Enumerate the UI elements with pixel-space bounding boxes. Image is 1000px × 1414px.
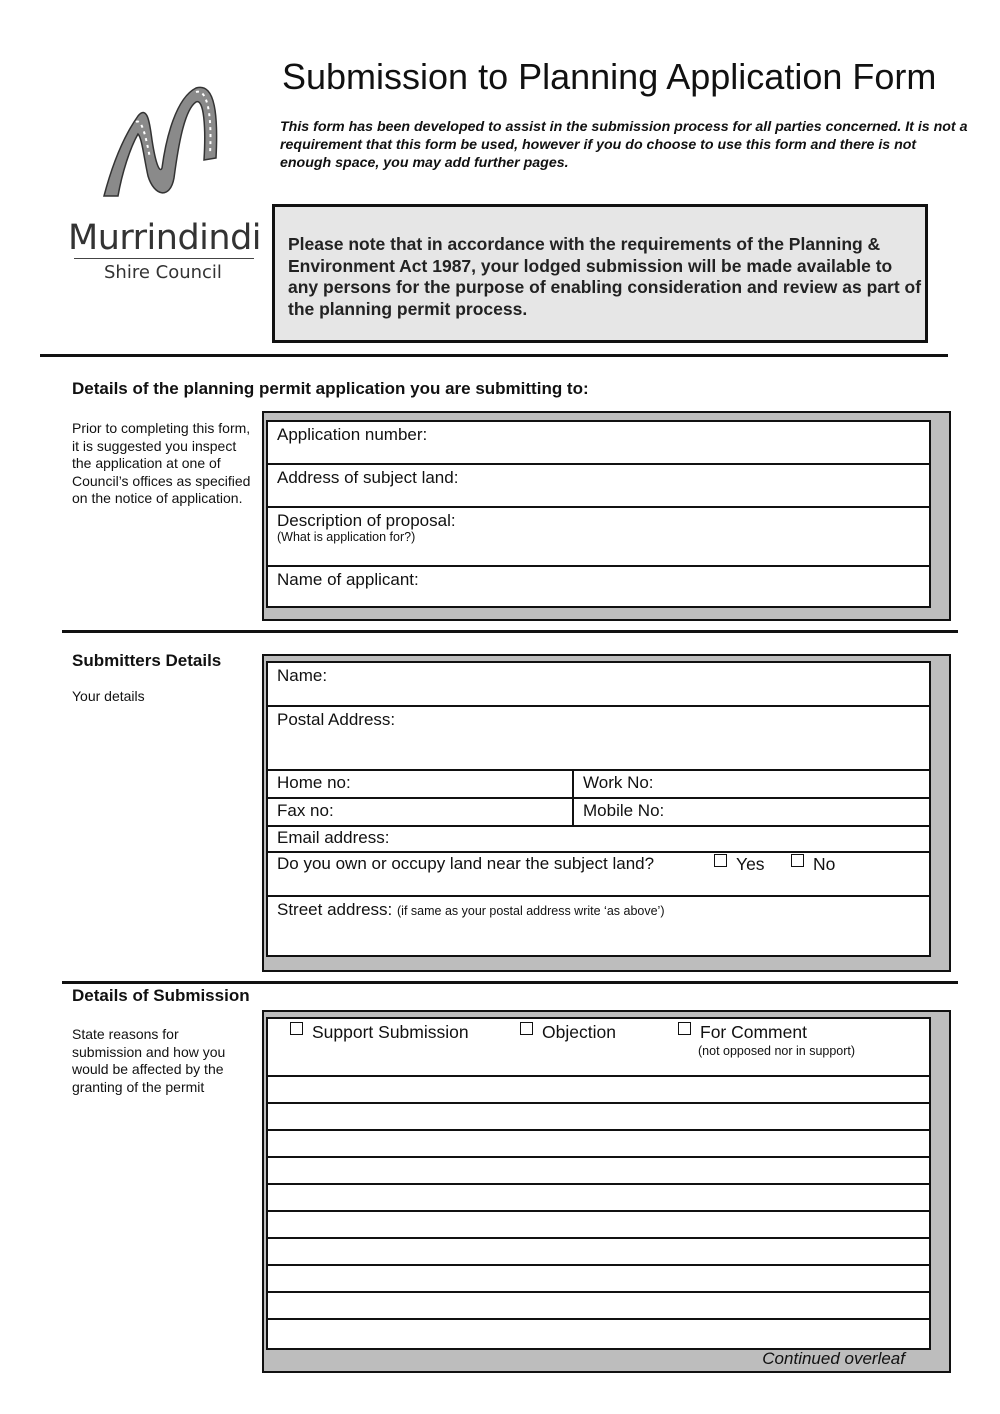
- submission-side-note: State reasons for submission and how you would be affected by the granting of the permit: [72, 1026, 226, 1095]
- continued-overleaf-note: Continued overleaf: [762, 1349, 905, 1368]
- intro-text: This form has been developed to assist in the submission process for all parties concerned. It is not a requirement that this form be used, however if you do choose to use this form and there is not enough space, you may add further pages.: [280, 119, 968, 171]
- comment-checkbox[interactable]: [678, 1022, 807, 1043]
- land-ownership-row: [268, 853, 929, 897]
- fax-number-label: Fax no:: [277, 801, 334, 820]
- submitter-side-note: Your details: [72, 688, 145, 704]
- support-checkbox[interactable]: [290, 1022, 469, 1043]
- application-panel: [262, 411, 951, 621]
- submission-line[interactable]: [268, 1158, 929, 1185]
- yes-label: Yes: [736, 854, 765, 874]
- street-address-field[interactable]: [268, 897, 929, 955]
- applicant-name-field[interactable]: [268, 567, 929, 606]
- no-label: No: [813, 854, 836, 874]
- submitter-name-field[interactable]: [268, 663, 929, 707]
- application-section-heading: Details of the planning permit application you are submitting to:: [72, 379, 589, 398]
- divider: [40, 354, 948, 357]
- submission-line[interactable]: [268, 1185, 929, 1212]
- submission-type-row: [268, 1019, 929, 1077]
- application-number-field[interactable]: [268, 422, 929, 465]
- logo-rule: [74, 258, 254, 259]
- submitter-name-label: Name:: [277, 666, 328, 685]
- home-number-label: Home no:: [277, 773, 351, 792]
- postal-address-label: Postal Address:: [277, 710, 396, 729]
- fax-mobile-row: [268, 799, 929, 827]
- phone-row: [268, 771, 929, 799]
- subject-address-field[interactable]: [268, 465, 929, 508]
- page-title: Submission to Planning Application Form: [282, 56, 937, 97]
- column-divider: [572, 771, 574, 797]
- submission-line[interactable]: [268, 1266, 929, 1293]
- proposal-description-label: Description of proposal:: [277, 511, 456, 530]
- logo-name: Murrindindi: [68, 218, 262, 258]
- submission-line[interactable]: [268, 1212, 929, 1239]
- support-label: Support Submission: [312, 1022, 469, 1042]
- email-field[interactable]: [268, 827, 929, 853]
- privacy-notice-text: Please note that in accordance with the requirements of the Planning & Environment Act 1987, your lodged submission will be made available to any persons for the purpose of enabling consideration and review as part of the planning permit process.: [288, 234, 922, 319]
- mobile-number-label: Mobile No:: [583, 801, 665, 820]
- submission-line[interactable]: [268, 1320, 929, 1348]
- submitter-section-heading: Submitters Details: [72, 651, 222, 670]
- privacy-notice-box: [272, 204, 928, 343]
- comment-hint: (not opposed nor in support): [698, 1044, 856, 1058]
- no-checkbox[interactable]: [791, 854, 835, 875]
- street-address-label: [277, 900, 665, 920]
- submission-line[interactable]: [268, 1239, 929, 1266]
- submission-line[interactable]: [268, 1293, 929, 1320]
- street-address-hint: (if same as your postal address write ‘as above’): [397, 904, 665, 918]
- submission-panel: [262, 1010, 951, 1373]
- yes-checkbox[interactable]: [714, 854, 765, 875]
- logo-subtitle: Shire Council: [104, 262, 222, 283]
- divider: [62, 981, 958, 984]
- submission-section-heading: Details of Submission: [72, 986, 250, 1005]
- land-ownership-question: Do you own or occupy land near the subject land?: [277, 854, 655, 873]
- application-side-note: Prior to completing this form, it is suggested you inspect the application at one of Council’s offices as specified on the notice of application.: [72, 420, 251, 506]
- submission-line[interactable]: [268, 1131, 929, 1158]
- objection-checkbox[interactable]: [520, 1022, 616, 1043]
- applicant-name-label: Name of applicant:: [277, 570, 419, 589]
- application-number-label: Application number:: [277, 425, 428, 444]
- objection-label: Objection: [542, 1022, 616, 1042]
- divider: [62, 630, 958, 633]
- comment-label: For Comment: [700, 1022, 807, 1042]
- proposal-description-field[interactable]: [268, 508, 929, 567]
- proposal-description-hint: (What is application for?): [277, 530, 416, 544]
- street-address-text: Street address:: [277, 900, 393, 919]
- boomerang-mountain-icon: [96, 78, 226, 208]
- column-divider: [572, 799, 574, 825]
- submission-line[interactable]: [268, 1077, 929, 1104]
- submitter-panel: [262, 654, 951, 972]
- council-logo: [68, 78, 268, 293]
- subject-address-label: Address of subject land:: [277, 468, 459, 487]
- submission-line[interactable]: [268, 1104, 929, 1131]
- work-number-label: Work No:: [583, 773, 654, 792]
- email-label: Email address:: [277, 828, 390, 847]
- postal-address-field[interactable]: [268, 707, 929, 771]
